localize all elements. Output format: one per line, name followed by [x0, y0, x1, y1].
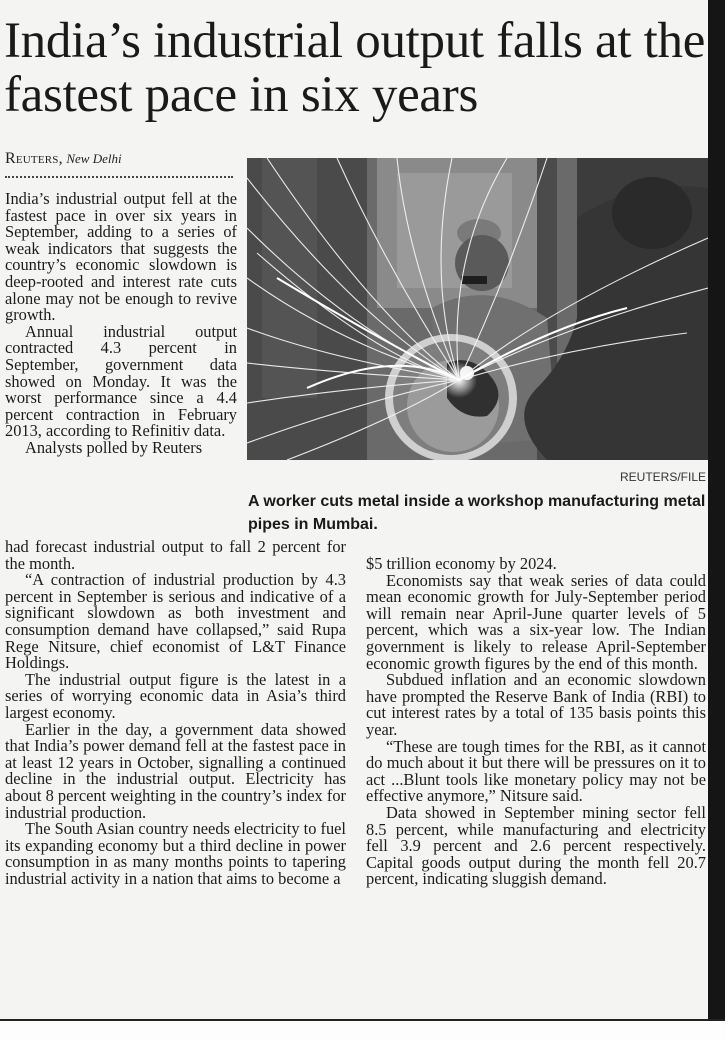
article-paragraph: Annual industrial output contracted 4.3 percent in September, government data showed on Monday. It was the worst performance since a 4.4 percent contraction in February 2013, according to Refinitiv data. — [5, 321, 237, 441]
headline: India’s industrial output falls at the fastest pace in six years — [4, 13, 706, 123]
byline-dotted-rule — [5, 176, 233, 178]
worker-cutting-pipe-photo — [247, 158, 708, 460]
article-column-left — [5, 539, 346, 887]
photo-credit: REUTERS/FILE — [619, 470, 706, 484]
article-paragraph: Earlier in the day, a government data showed that India’s power demand fell at the fastest pace in at least 12 years in October, signalling a continued decline in the industrial output. Electricity has about 8 percent weighting in the country’s index for industrial production. — [5, 719, 346, 822]
article-paragraph: The industrial output figure is the latest in a series of worrying economic data in Asia’s third largest economy. — [5, 669, 346, 722]
article-paragraph: “These are tough times for the RBI, as it cannot do much about it but there will be pressures on it to act ...Blunt tools like monetary policy may not be effective anymore,” Nitsure said. — [366, 736, 706, 806]
article-paragraph: Economists say that weak series of data could mean economic growth for July-September period will remain near April-June quarter levels of 5 percent, which was a six-year low. The Indian government is likely to release April-September economic growth figures by the end of this month. — [366, 570, 706, 673]
article-column-right — [366, 556, 706, 888]
byline-agency: Reuters, — [5, 150, 63, 167]
article-paragraph: Subdued inflation and an economic slowdown have prompted the Reserve Bank of India (RBI) to cut interest rates by a total of 135 basis points this year. — [366, 670, 706, 739]
page-edge-shadow — [708, 0, 725, 1039]
byline-location: New Delhi — [66, 151, 122, 166]
article-paragraph: “A contraction of industrial production by 4.3 percent in September is serious and indicative of a significant slowdown as both investment and consumption demand have collapsed,” said Rupa Rege Nitsure, chief economist of L&T Finance Holdings. — [5, 570, 346, 673]
article-column-narrow — [5, 191, 237, 457]
article-paragraph: Data showed in September mining sector fell 8.5 percent, while manufacturing and electricity fell 3.9 percent and 2.6 percent respectively. Capital goods output during the month fell 20.7 percent, indicating sluggish demand. — [366, 802, 706, 889]
page-bottom-rule — [0, 1019, 725, 1041]
byline — [5, 150, 122, 168]
article-paragraph: The South Asian country needs electricity to fuel its expanding economy but a third decline in power consumption in as many months points to tapering industrial activity in a nation that aims to become a — [5, 819, 346, 888]
article-paragraph: $5 trillion economy by 2024. — [366, 554, 557, 573]
article-paragraph: Analysts polled by Reuters — [25, 437, 203, 457]
photo-caption: A worker cuts metal inside a workshop manufacturing metal pipes in Mumbai. — [248, 493, 706, 533]
article-paragraph: India’s industrial output fell at the fastest pace in over six years in September, adding to a series of weak indicators that suggests the country’s economic slowdown is deep-rooted and interest rate cuts alone may not be enough to revive growth. — [5, 189, 237, 325]
news-photo — [247, 158, 708, 460]
article-paragraph: had forecast industrial output to fall 2 percent for the month. — [5, 537, 346, 573]
